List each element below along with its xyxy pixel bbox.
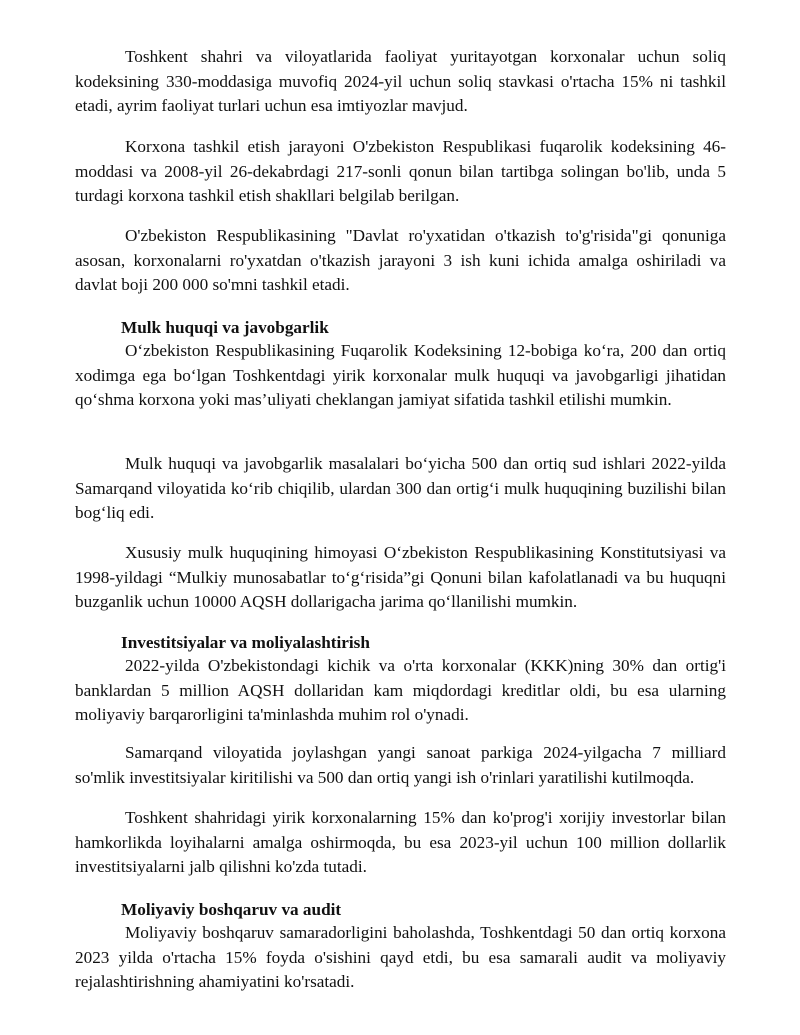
paragraph-company-formation: Korxona tashkil etish jarayoni O'zbekiston Respublikasi fuqarolik kodeksining 46-moddasi va 2008-yil 26-dekabrdagi 217-sonli qonun bilan tartibga solingan bo'lib, unda 5 turdagi korxona tashkil etish shakllari belgilab berilgan. [75, 137, 726, 206]
paragraph-civil-code: O‘zbekiston Respublikasining Fuqarolik Kodeksining 12-bobiga ko‘ra, 200 dan ortiq xodimga ega bo‘lgan Toshkentdagi yirik korxonalar mulk huquqi va javobgarligi jihatidan qo‘shma korxona yoki mas’uliyati cheklangan jamiyat sifatida tashkil etilishi mumkin. [75, 341, 726, 410]
section-heading-property-rights: Mulk huquqi va javobgarlik [121, 318, 329, 337]
paragraph-audit: Moliyaviy boshqaruv samaradorligini baholashda, Toshkentdagi 50 dan ortiq korxona 2023 yilda o'rtacha 15% foyda o'sishini qayd etdi, bu esa samarali audit va moliyaviy rejalashtirishning ahamiyatini ko'rsatadi. [75, 923, 726, 992]
paragraph-court-cases: Mulk huquqi va javobgarlik masalalari bo‘yicha 500 dan ortiq sud ishlari 2022-yilda Samarqand viloyatida ko‘rib chiqilib, ulardan 300 dan ortig‘i mulk huquqining buzilishi bilan bog‘liq edi. [75, 454, 726, 523]
section-heading-investments: Investitsiyalar va moliyalashtirish [121, 633, 370, 652]
paragraph-foreign-investors: Toshkent shahridagi yirik korxonalarning 15% dan ko'prog'i xorijiy investorlar bilan hamkorlikda loyihalarni amalga oshirmoqda, bu esa 2023-yil uchun 100 million dollarlik investitsiyalarni jalb qilishni ko'zda tutadi. [75, 808, 726, 877]
paragraph-tax-rate: Toshkent shahri va viloyatlarida faoliyat yuritayotgan korxonalar uchun soliq kodeksining 330-moddasiga muvofiq 2024-yil uchun soliq stavkasi o'rtacha 15% ni tashkil etadi, ayrim faoliyat turlari uchun esa imtiyozlar mavjud. [75, 47, 726, 116]
paragraph-industrial-park: Samarqand viloyatida joylashgan yangi sanoat parkiga 2024-yilgacha 7 milliard so'mlik investitsiyalar kiritilishi va 500 dan ortiq yangi ish o'rinlari yaratilishi kutilmoqda. [75, 743, 726, 787]
paragraph-private-property: Xususiy mulk huquqining himoyasi O‘zbekiston Respublikasining Konstitutsiyasi va 1998-yildagi “Mulkiy munosabatlar to‘g‘risida”gi Qonuni bilan kafolatlanadi va bu huquqni buzganlik uchun 10000 AQSH dollarigacha jarima qo‘llanilishi mumkin. [75, 543, 726, 612]
section-heading-financial-management: Moliyaviy boshqaruv va audit [121, 900, 342, 919]
paragraph-registration: O'zbekiston Respublikasining "Davlat ro'yxatidan o'tkazish to'g'risida"gi qonuniga asosan, korxonalarni ro'yxatdan o'tkazish jarayoni 3 ish kuni ichida amalga oshiriladi va davlat boji 200 000 so'mni tashkil etadi. [75, 226, 726, 295]
paragraph-sme-loans: 2022-yilda O'zbekistondagi kichik va o'rta korxonalar (KKK)ning 30% dan ortig'i banklardan 5 million AQSH dollaridan kam miqdordagi kreditlar oldi, bu esa ularning moliyaviy barqarorligini ta'minlashda muhim rol o'ynadi. [75, 656, 726, 725]
